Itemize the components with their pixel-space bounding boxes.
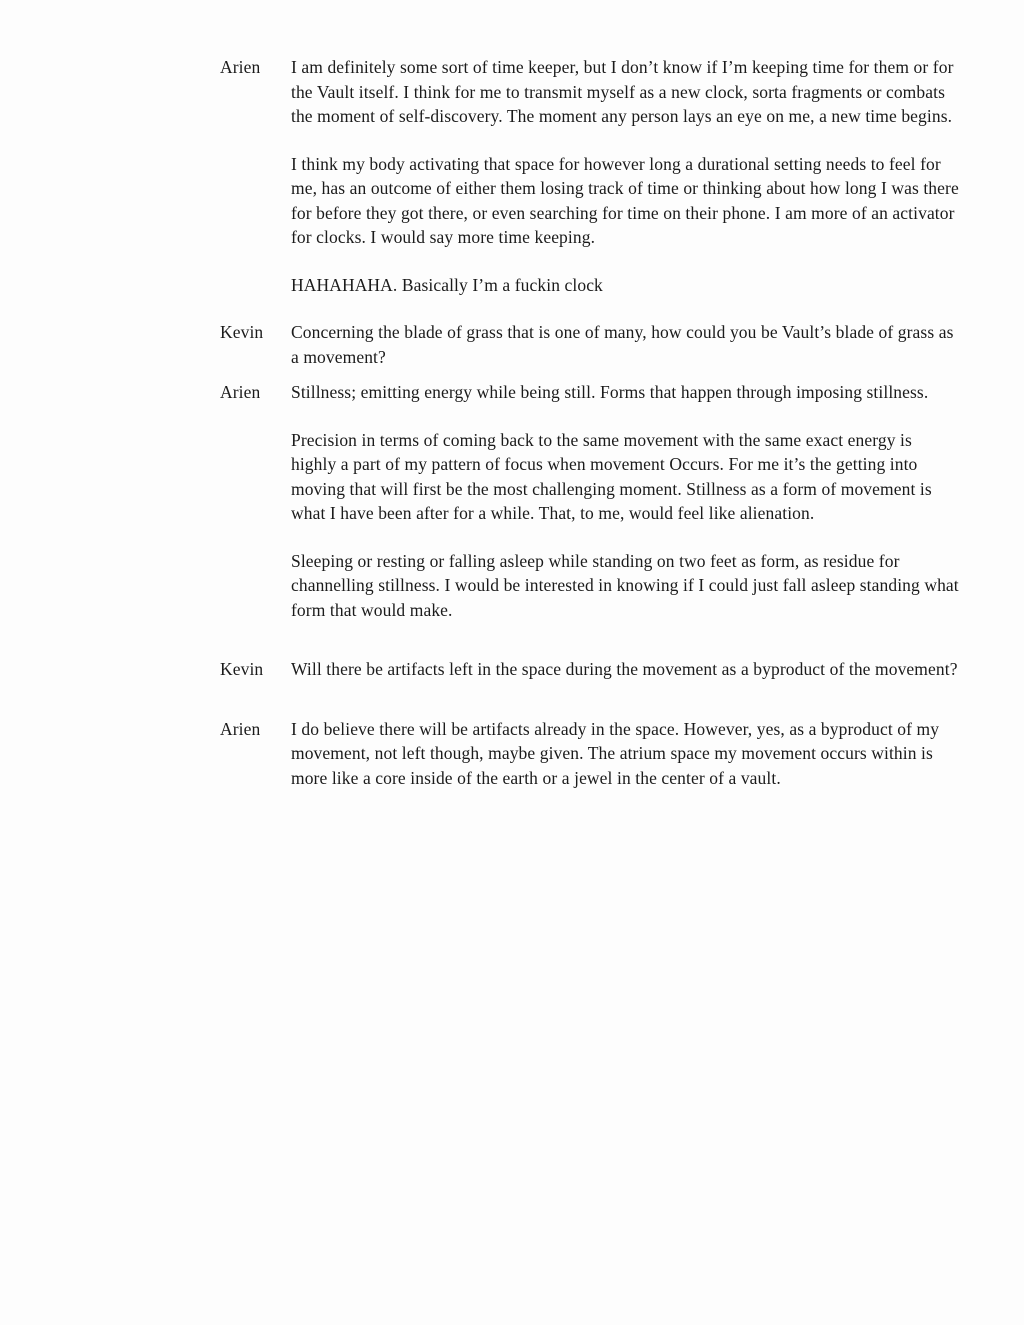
dialogue-block	[220, 320, 964, 369]
dialogue-block	[220, 428, 964, 526]
speaker-label: Arien	[220, 718, 261, 739]
speaker-label: Arien	[220, 57, 261, 77]
paragraph-text: I think my body activating that space for however long a durational setting needs to feel for me, has an outcome of either them losing track of time or thinking about how long I was there for before they got there, or even searching for time on their phone. I am more of an activator for clocks. I would say more time keeping.	[291, 153, 959, 247]
paragraph-text: I am definitely some sort of time keeper, but I don’t know if I’m keeping time for them or for the Vault itself. I think for me to transmit myself as a new clock, sorta fragments or combats the moment of self-discovery. The moment any person lays an eye on me, a new time begins.	[291, 57, 954, 126]
paragraph-text: Stillness; emitting energy while being still. Forms that happen through imposing stillness.	[291, 382, 929, 402]
dialogue-block	[220, 152, 964, 250]
paragraph-text: HAHAHAHA. Basically I’m a fuckin clock	[291, 274, 603, 295]
dialogue-block	[220, 717, 964, 791]
paragraph-text: Precision in terms of coming back to the same movement with the same exact energy is highly a part of my pattern of focus when movement Occurs. For me it’s the getting into moving that will first be the most challenging moment. Stillness as a form of movement is what I have been after for a while. That, to me, would feel like alienation.	[291, 429, 932, 523]
speaker-label: Kevin	[220, 322, 264, 342]
speaker-label: Arien	[220, 382, 261, 402]
transcript	[220, 55, 964, 790]
paragraph-text: Sleeping or resting or falling asleep while standing on two feet as form, as residue for channelling stillness. I would be interested in knowing if I could just fall asleep standing what form that would make.	[291, 550, 959, 620]
paragraph-text: Will there be artifacts left in the space during the movement as a byproduct of the movement?	[291, 659, 958, 679]
speaker-label: Kevin	[220, 659, 264, 679]
dialogue-block	[220, 380, 964, 405]
dialogue-block	[220, 549, 964, 623]
paragraph-text: Concerning the blade of grass that is one of many, how could you be Vault’s blade of grass as a movement?	[291, 322, 954, 367]
paragraph-text: I do believe there will be artifacts already in the space. However, yes, as a byproduct of my movement, not left though, maybe given. The atrium space my movement occurs within is more like a core inside of the earth or a jewel in the center of a vault.	[291, 718, 940, 788]
dialogue-block	[220, 55, 964, 129]
dialogue-block	[220, 657, 964, 682]
dialogue-block	[220, 273, 964, 298]
